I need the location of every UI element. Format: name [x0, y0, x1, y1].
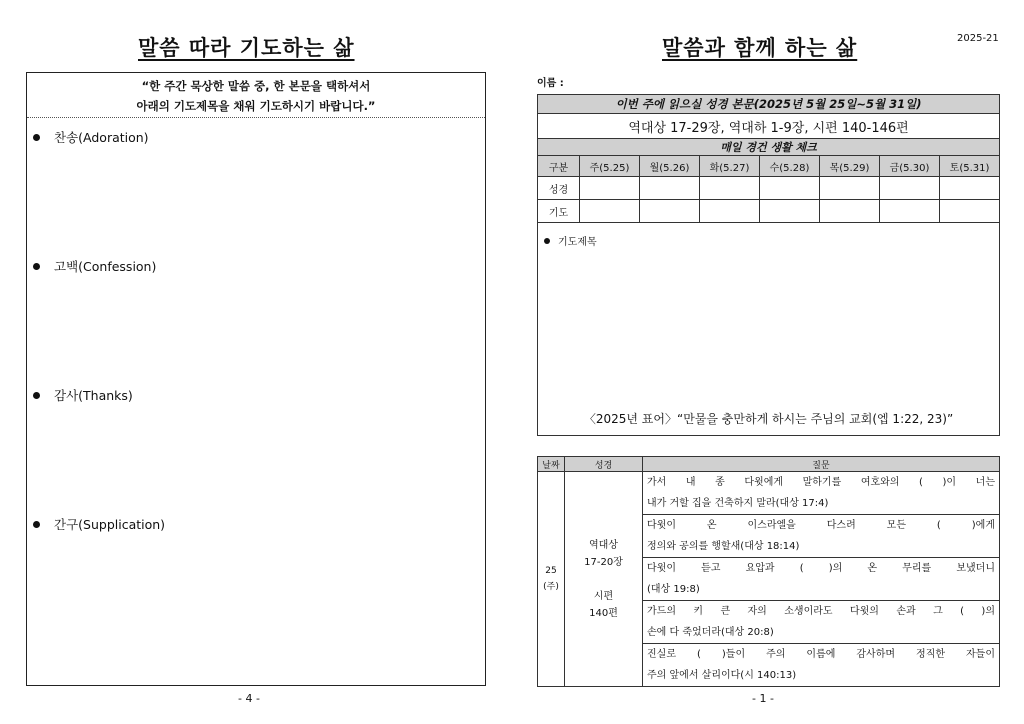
left-page-title: 말씀 따라 기도하는 삶 — [138, 36, 355, 60]
check-row-label: 기도 — [538, 200, 580, 223]
question-line: 주의 앞에서 살리이다(시 140:13) — [647, 670, 797, 681]
bullet-icon — [33, 392, 40, 399]
annual-motto: 〈2025년 표어〉“만물을 충만하게 하시는 주님의 교회(엡 1:22, 23)” — [583, 412, 954, 426]
bullet-icon — [33, 521, 40, 528]
section-label: 간구(Supplication) — [54, 517, 166, 532]
prayer-topic-box — [538, 223, 1000, 436]
section-confession — [33, 257, 156, 275]
q-date-cell — [538, 472, 565, 687]
bullet-icon — [33, 134, 40, 141]
check-cell[interactable] — [640, 200, 700, 223]
question-item — [643, 644, 1000, 687]
q-bible-line: 17-20장 — [584, 556, 623, 568]
reading-text: 역대상 17-29장, 역대하 1-9장, 시편 140-146편 — [538, 114, 1000, 139]
check-col-header: 구분 — [538, 156, 580, 177]
check-col-header: 토(5.31) — [940, 156, 1000, 177]
question-line: 다윗이 듣고 요압과 ( )의 온 무리를 보냈더니 — [647, 563, 995, 574]
question-line: 내가 거할 집을 건축하지 말라(대상 17:4) — [647, 498, 829, 509]
check-cell[interactable] — [820, 200, 880, 223]
q-header-date: 날짜 — [538, 457, 565, 472]
q-date-weekday: (주) — [543, 582, 559, 592]
section-label: 찬송(Adoration) — [54, 130, 149, 145]
section-supplication — [33, 515, 165, 533]
check-col-header: 주(5.25) — [580, 156, 640, 177]
q-bible-line: 시편 — [593, 590, 614, 602]
instruction-text — [27, 73, 485, 118]
reading-header: 이번 주에 읽으실 성경 본문(2025년 5월 25일~5월 31일) — [538, 95, 1000, 114]
question-table — [537, 456, 1000, 687]
check-cell[interactable] — [760, 177, 820, 200]
left-page-number: - 4 - — [238, 692, 260, 705]
check-cell[interactable] — [940, 200, 1000, 223]
check-cell[interactable] — [700, 200, 760, 223]
check-cell[interactable] — [640, 177, 700, 200]
q-date-day: 25 — [545, 566, 557, 576]
check-col-header: 수(5.28) — [760, 156, 820, 177]
question-line: 다윗이 온 이스라엘을 다스려 모든 ( )에게 — [647, 520, 995, 531]
section-thanks — [33, 386, 133, 404]
check-row-label: 성경 — [538, 177, 580, 200]
check-cell[interactable] — [820, 177, 880, 200]
q-bible-cell — [565, 472, 643, 687]
check-header: 매일 경건 생활 체크 — [538, 139, 1000, 156]
instruction-line-2: 아래의 기도제목을 채워 기도하시기 바랍니다.” — [136, 99, 376, 113]
issue-code: 2025-21 — [957, 33, 999, 44]
q-header-bible: 성경 — [565, 457, 643, 472]
prayer-topic-label-row — [544, 233, 597, 248]
bullet-icon — [544, 238, 550, 244]
question-line: (대상 19:8) — [647, 584, 700, 595]
instruction-line-1: “한 주간 묵상한 말씀 중, 한 본문을 택하셔서 — [141, 79, 371, 93]
reading-check-table — [537, 94, 1000, 436]
check-cell[interactable] — [580, 177, 640, 200]
check-cell[interactable] — [880, 200, 940, 223]
q-header-question: 질문 — [643, 457, 1000, 472]
q-bible-line: 역대상 — [589, 539, 618, 551]
bullet-icon — [33, 263, 40, 270]
section-label: 고백(Confession) — [54, 259, 157, 274]
q-bible-line: 140편 — [589, 607, 618, 619]
section-label: 감사(Thanks) — [54, 388, 133, 403]
check-col-header: 목(5.29) — [820, 156, 880, 177]
question-item — [643, 601, 1000, 644]
check-cell[interactable] — [580, 200, 640, 223]
right-page-title: 말씀과 함께 하는 삶 — [662, 36, 858, 60]
check-cell[interactable] — [940, 177, 1000, 200]
check-col-header: 화(5.27) — [700, 156, 760, 177]
question-line: 진실로 ( )들이 주의 이름에 감사하며 정직한 자들이 — [647, 649, 995, 660]
question-line: 정의와 공의를 행할새(대상 18:14) — [647, 541, 800, 552]
check-col-header: 월(5.26) — [640, 156, 700, 177]
question-line: 가드의 키 큰 자의 소생이라도 다윗의 손과 그 ( )의 — [647, 606, 995, 617]
right-page-number: - 1 - — [752, 692, 774, 705]
question-line: 손에 다 죽었더라(대상 20:8) — [647, 627, 774, 638]
question-item — [643, 558, 1000, 601]
question-item — [643, 515, 1000, 558]
prayer-topic-label: 기도제목 — [558, 237, 597, 248]
name-label: 이름 : — [537, 78, 564, 89]
check-cell[interactable] — [760, 200, 820, 223]
section-adoration — [33, 128, 149, 146]
prayer-form-box — [26, 72, 486, 686]
check-col-header: 금(5.30) — [880, 156, 940, 177]
check-cell[interactable] — [700, 177, 760, 200]
check-cell[interactable] — [880, 177, 940, 200]
question-item — [643, 472, 1000, 515]
question-line: 가서 내 종 다윗에게 말하기를 여호와의 ( )이 너는 — [647, 477, 995, 488]
